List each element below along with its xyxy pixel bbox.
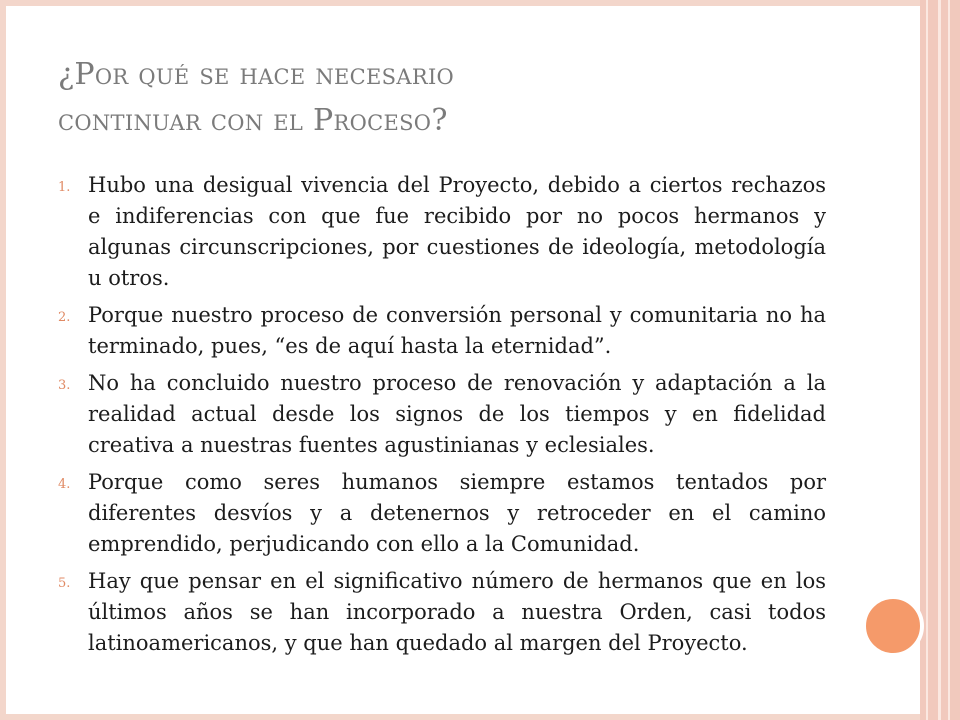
- right-bar-stripe: [948, 0, 950, 720]
- slide-title-line-2: continuar con el Proceso?: [58, 103, 448, 138]
- frame-left-border: [0, 0, 6, 720]
- list-item-number: 3.: [58, 378, 71, 393]
- slide-title-line-1: ¿Por qué se hace necesario: [58, 57, 455, 92]
- right-bar-stripe: [926, 0, 928, 720]
- list-item: [58, 368, 826, 461]
- list-item-text: Porque como seres humanos siempre estamos tentados por diferentes desvíos y a detenernos y retroceder en el camino emprendido, perjudicando con ello a la Comunidad.: [88, 470, 826, 556]
- frame-top-border: [0, 0, 920, 6]
- list-item: [58, 467, 826, 560]
- slide-title: [58, 52, 858, 144]
- frame-bottom-border: [0, 714, 920, 720]
- list-item: [58, 566, 826, 659]
- numbered-list: [58, 170, 826, 665]
- list-item-number: 1.: [58, 180, 71, 195]
- list-item-number: 4.: [58, 477, 71, 492]
- list-item-text: Hay que pensar en el significativo número de hermanos que en los últimos años se han incorporado a nuestra Orden, casi todos latinoamericanos, y que han quedado al margen del Proyecto.: [88, 569, 826, 655]
- list-item-number: 2.: [58, 310, 71, 325]
- accent-circle: [862, 595, 924, 657]
- list-item-text: No ha concluido nuestro proceso de renovación y adaptación a la realidad actual desde los signos de los tiempos y en fidelidad creativa a nuestras fuentes agustinianas y eclesiales.: [88, 371, 826, 457]
- list-item-text: Hubo una desigual vivencia del Proyecto, debido a ciertos rechazos e indiferencias con que fue recibido por no pocos hermanos y algunas circunscripciones, por cuestiones de ideología, metodología u otros.: [88, 173, 826, 290]
- list-item-number: 5.: [58, 576, 71, 591]
- right-bar-stripe: [938, 0, 941, 720]
- list-item-text: Porque nuestro proceso de conversión personal y comunitaria no ha terminado, pues, “es de aquí hasta la eternidad”.: [88, 303, 826, 358]
- list-item: [58, 300, 826, 362]
- list-item: [58, 170, 826, 294]
